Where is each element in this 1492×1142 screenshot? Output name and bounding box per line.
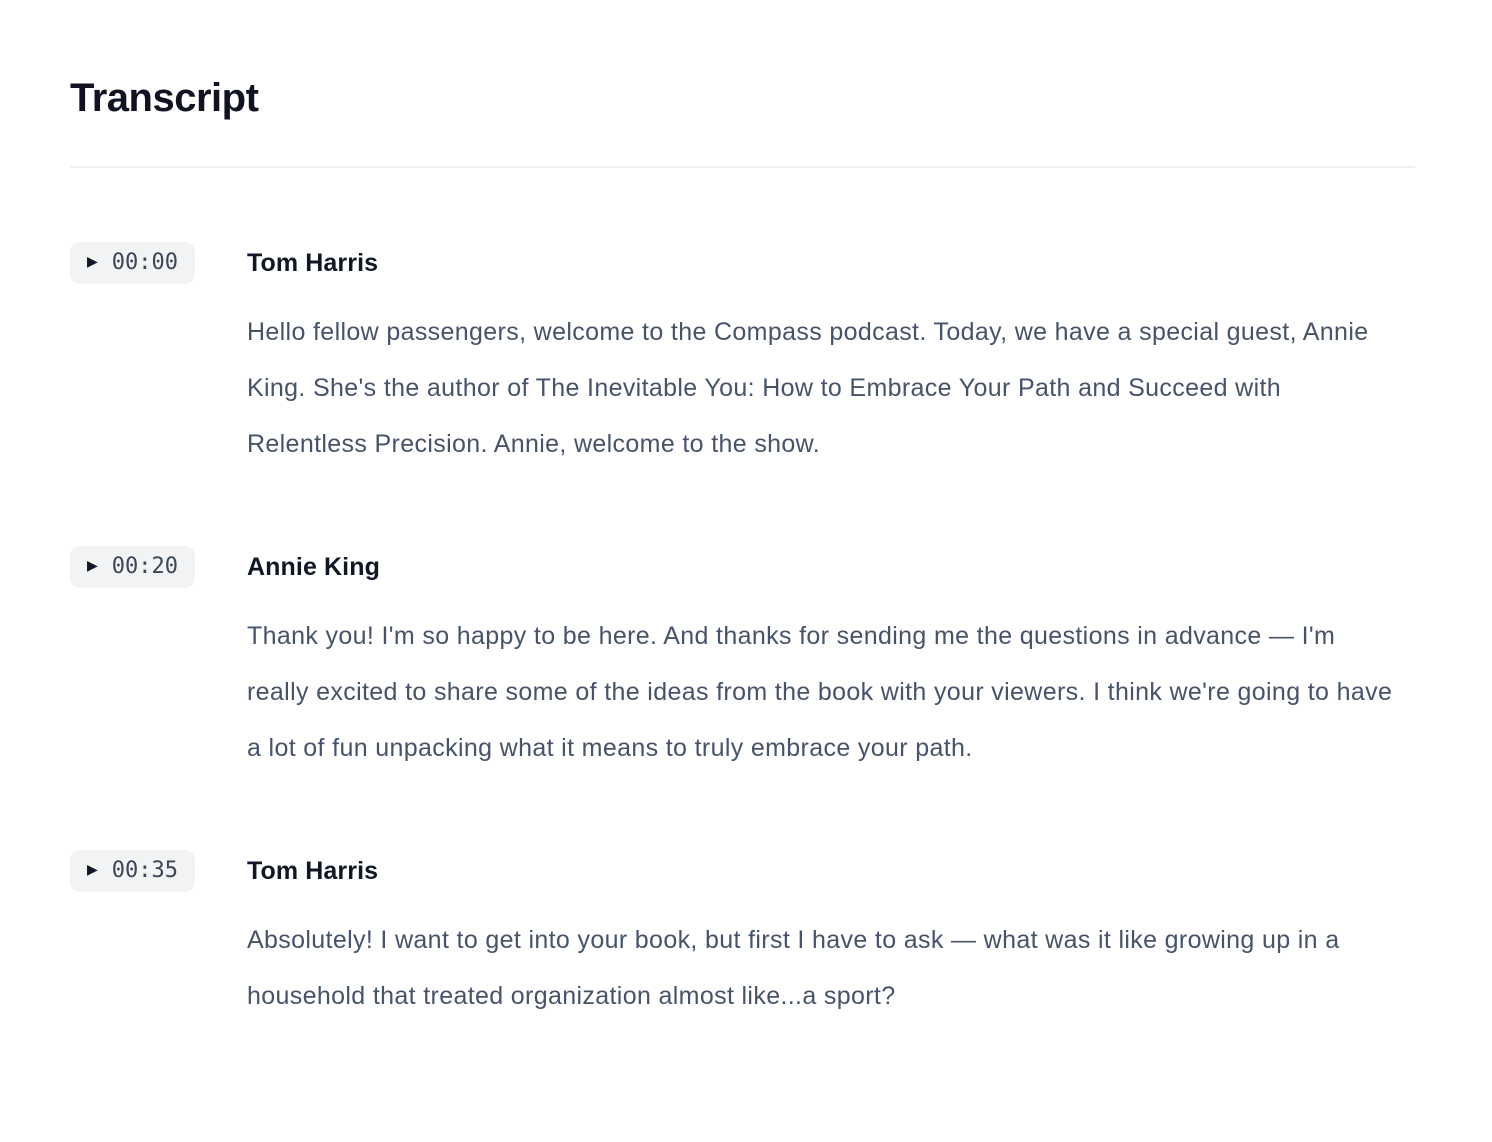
transcript-entry bbox=[70, 242, 1415, 472]
timestamp-column bbox=[70, 850, 247, 892]
play-icon: ▶ bbox=[87, 558, 98, 574]
play-timestamp-button[interactable] bbox=[70, 546, 195, 588]
transcript-list bbox=[70, 242, 1415, 1024]
timestamp-label: 00:35 bbox=[111, 858, 179, 883]
timestamp-column bbox=[70, 242, 247, 284]
transcript-text: Hello fellow passengers, welcome to the Compass podcast. Today, we have a special guest, Annie King. She's the author of The Inevitable You: How to Embrace Your Path and Succeed with Relentless Precision. Annie, welcome to the show. bbox=[247, 318, 1369, 458]
speaker-name: Tom Harris bbox=[247, 248, 379, 277]
transcript-entry bbox=[70, 546, 1415, 776]
transcript-entry bbox=[70, 850, 1415, 1024]
timestamp-column bbox=[70, 546, 247, 588]
play-icon: ▶ bbox=[87, 862, 98, 878]
entry-content bbox=[247, 850, 1415, 1024]
speaker-name: Tom Harris bbox=[247, 856, 379, 885]
speaker-name: Annie King bbox=[247, 552, 380, 581]
entry-content bbox=[247, 546, 1415, 776]
transcript-text: Absolutely! I want to get into your book, but first I have to ask — what was it like growing up in a household that treated organization almost like...a sport? bbox=[247, 926, 1340, 1010]
play-timestamp-button[interactable] bbox=[70, 850, 195, 892]
play-timestamp-button[interactable] bbox=[70, 242, 195, 284]
page-title: Transcript bbox=[70, 76, 259, 120]
timestamp-label: 00:00 bbox=[111, 250, 179, 275]
play-icon: ▶ bbox=[87, 254, 98, 270]
timestamp-label: 00:20 bbox=[111, 554, 179, 579]
divider bbox=[70, 166, 1415, 168]
entry-content bbox=[247, 242, 1415, 472]
transcript-text: Thank you! I'm so happy to be here. And thanks for sending me the questions in advance — I'm really excited to share some of the ideas from the book with your viewers. I think we're going to have a lot of fun unpacking what it means to truly embrace your path. bbox=[247, 622, 1393, 762]
